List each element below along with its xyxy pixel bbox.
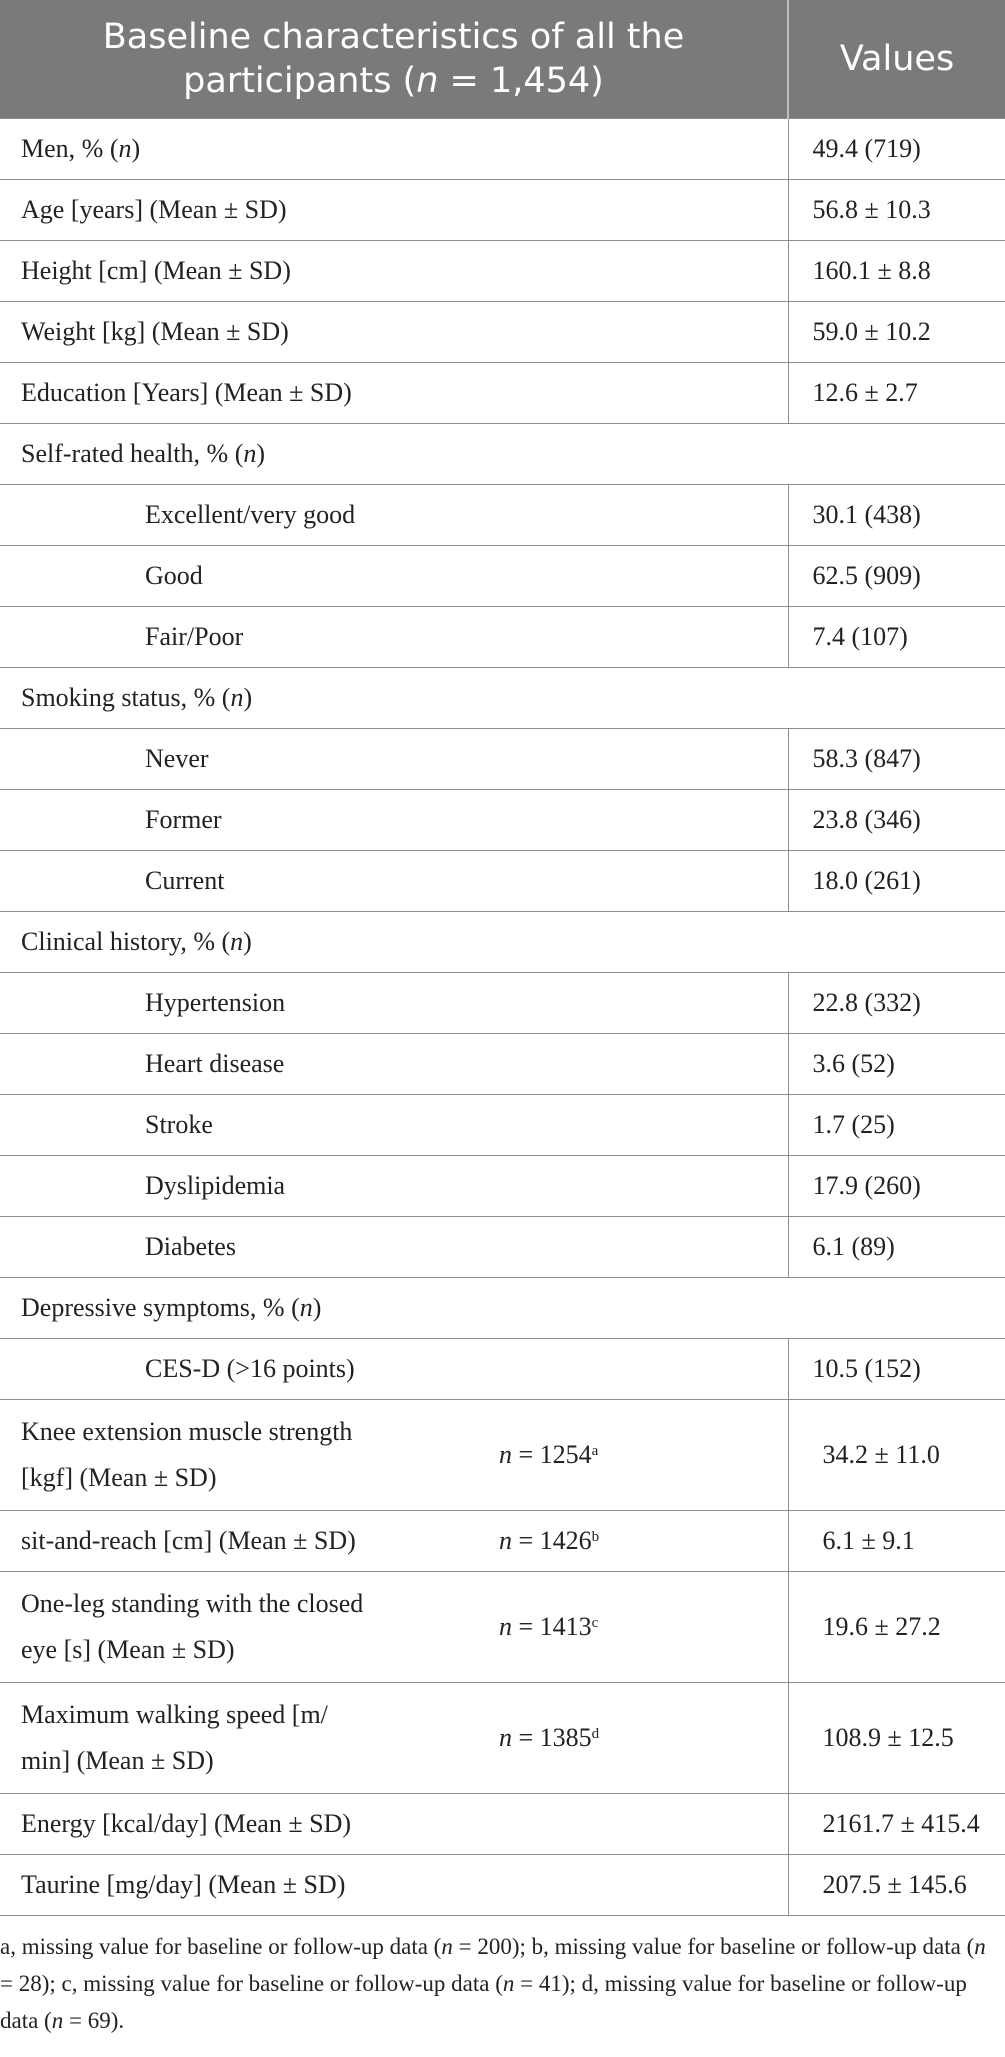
row-value: 160.1 ± 8.8 — [788, 241, 1005, 302]
table-row — [0, 546, 1005, 607]
row-value: 34.2 ± 11.0 — [788, 1400, 1005, 1511]
table-row — [0, 1400, 1005, 1511]
row-value: 2161.7 ± 415.4 — [788, 1794, 1005, 1855]
section-row-smoking-status — [0, 668, 1005, 729]
row-value: 62.5 (909) — [788, 546, 1005, 607]
row-value: 207.5 ± 145.6 — [788, 1855, 1005, 1916]
row-value: 59.0 ± 10.2 — [788, 302, 1005, 363]
row-value: 49.4 (719) — [788, 119, 1005, 180]
table-row — [0, 180, 1005, 241]
table-row — [0, 851, 1005, 912]
row-sample-size: $n = 1426^b$ — [475, 1511, 788, 1572]
row-label: Maximum walking speed [m/ min] (Mean ± SD) — [0, 1683, 475, 1794]
row-label: Excellent/very good — [0, 485, 788, 546]
section-label: Self-rated health, % (n) — [0, 424, 1005, 485]
row-label: Dyslipidemia — [0, 1156, 788, 1217]
row-value: 30.1 (438) — [788, 485, 1005, 546]
row-label: Knee extension muscle strength [kgf] (Mean ± SD) — [0, 1400, 475, 1511]
section-row-self-rated-health — [0, 424, 1005, 485]
table-row — [0, 1511, 1005, 1572]
row-value: 6.1 ± 9.1 — [788, 1511, 1005, 1572]
table-row — [0, 729, 1005, 790]
table-row — [0, 241, 1005, 302]
row-label: One-leg standing with the closed eye [s] (Mean ± SD) — [0, 1572, 475, 1683]
table-row — [0, 790, 1005, 851]
row-label: Weight [kg] (Mean ± SD) — [0, 302, 788, 363]
table-row — [0, 1034, 1005, 1095]
table-row — [0, 1794, 1005, 1855]
row-label: Good — [0, 546, 788, 607]
row-label: sit-and-reach [cm] (Mean ± SD) — [0, 1511, 475, 1572]
row-value: 1.7 (25) — [788, 1095, 1005, 1156]
table-row — [0, 1095, 1005, 1156]
section-label: Smoking status, % (n) — [0, 668, 1005, 729]
row-label: Former — [0, 790, 788, 851]
row-label: Current — [0, 851, 788, 912]
section-row-clinical-history — [0, 912, 1005, 973]
row-value: 17.9 (260) — [788, 1156, 1005, 1217]
row-value: 22.8 (332) — [788, 973, 1005, 1034]
row-value: 19.6 ± 27.2 — [788, 1572, 1005, 1683]
table-row — [0, 363, 1005, 424]
header-values: Values — [788, 0, 1005, 119]
row-value: 58.3 (847) — [788, 729, 1005, 790]
row-label: Diabetes — [0, 1217, 788, 1278]
table-row — [0, 485, 1005, 546]
section-label: Depressive symptoms, % (n) — [0, 1278, 1005, 1339]
row-label: Men, % (n) — [0, 119, 788, 180]
header-characteristics: Baseline characteristics of all the participants (n = 1,454) — [0, 0, 788, 119]
row-value: 7.4 (107) — [788, 607, 1005, 668]
row-value: 56.8 ± 10.3 — [788, 180, 1005, 241]
row-sample-size: $n = 1413^c$ — [475, 1572, 788, 1683]
table-row — [0, 1217, 1005, 1278]
table-row — [0, 119, 1005, 180]
table-row — [0, 302, 1005, 363]
table-header-row — [0, 0, 1005, 119]
row-label: Never — [0, 729, 788, 790]
table-footnote: a, missing value for baseline or follow-up data (n = 200); b, missing value for baseline or follow-up data (n = 28); c, missing value for baseline or follow-up data (n = 41); d, missing value for baseline or follow-up data (n = 69). — [0, 1934, 986, 2033]
row-label: Taurine [mg/day] (Mean ± SD) — [0, 1855, 788, 1916]
row-label: Hypertension — [0, 973, 788, 1034]
row-label: Height [cm] (Mean ± SD) — [0, 241, 788, 302]
row-label: Heart disease — [0, 1034, 788, 1095]
table-row — [0, 607, 1005, 668]
row-sample-size: $n = 1385^d$ — [475, 1683, 788, 1794]
row-label: CES-D (>16 points) — [0, 1339, 788, 1400]
table-row — [0, 1572, 1005, 1683]
row-value: 3.6 (52) — [788, 1034, 1005, 1095]
section-row-depressive-symptoms — [0, 1278, 1005, 1339]
table-row — [0, 1156, 1005, 1217]
row-label: Fair/Poor — [0, 607, 788, 668]
row-value: 10.5 (152) — [788, 1339, 1005, 1400]
row-value: 12.6 ± 2.7 — [788, 363, 1005, 424]
row-label: Energy [kcal/day] (Mean ± SD) — [0, 1794, 788, 1855]
row-sample-size: $n = 1254^a$ — [475, 1400, 788, 1511]
section-label: Clinical history, % (n) — [0, 912, 1005, 973]
table-row — [0, 973, 1005, 1034]
row-label: Stroke — [0, 1095, 788, 1156]
table-row — [0, 1683, 1005, 1794]
row-value: 18.0 (261) — [788, 851, 1005, 912]
table-row — [0, 1855, 1005, 1916]
row-label: Age [years] (Mean ± SD) — [0, 180, 788, 241]
row-label: Education [Years] (Mean ± SD) — [0, 363, 788, 424]
table-row — [0, 1339, 1005, 1400]
row-value: 108.9 ± 12.5 — [788, 1683, 1005, 1794]
row-value: 23.8 (346) — [788, 790, 1005, 851]
row-value: 6.1 (89) — [788, 1217, 1005, 1278]
